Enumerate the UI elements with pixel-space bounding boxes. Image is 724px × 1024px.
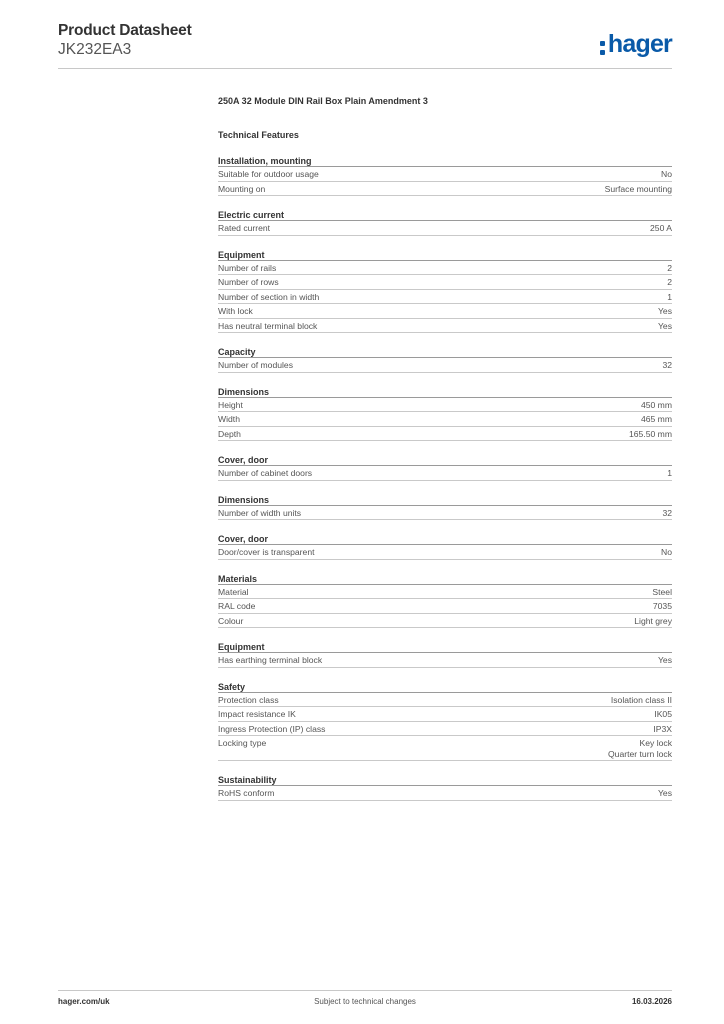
feature-row: [218, 707, 672, 722]
feature-row: [218, 167, 672, 182]
datasheet-content: [218, 96, 672, 801]
product-title: 250A 32 Module DIN Rail Box Plain Amendment 3: [218, 96, 428, 106]
section-title: Dimensions: [218, 386, 672, 398]
feature-value: IP3X: [653, 723, 672, 734]
feature-label: Number of rails: [218, 262, 277, 273]
document-title: Product Datasheet: [58, 22, 192, 39]
feature-value: 1: [667, 291, 672, 302]
feature-value: 1: [667, 468, 672, 478]
footer-disclaimer: Subject to technical changes: [314, 997, 416, 1006]
technical-features-heading: Technical Features: [218, 130, 299, 140]
feature-label: Door/cover is transparent: [218, 547, 315, 557]
feature-label: RAL code: [218, 601, 256, 611]
section-title: Sustainability: [218, 774, 672, 786]
feature-label: Locking type: [218, 738, 267, 748]
feature-value: 465 mm: [640, 414, 672, 424]
feature-section: [218, 386, 672, 442]
feature-label: Height: [218, 399, 243, 410]
page-header: [58, 22, 672, 70]
hager-logo: [600, 30, 672, 59]
footer-date: 16.03.2026: [631, 997, 672, 1006]
feature-label: Number of rows: [218, 277, 279, 287]
feature-row: [218, 722, 672, 737]
feature-section: [218, 209, 672, 236]
feature-row: [218, 412, 672, 427]
feature-section: [218, 454, 672, 481]
feature-section: [218, 681, 672, 762]
feature-label: Has neutral terminal block: [218, 320, 318, 331]
feature-value: No: [661, 547, 672, 557]
section-title: Installation, mounting: [218, 155, 672, 167]
feature-label: Number of width units: [218, 507, 302, 518]
feature-label: Impact resistance IK: [218, 709, 296, 719]
feature-value: 2: [667, 262, 672, 273]
footer-website[interactable]: hager.com/uk: [58, 997, 110, 1006]
section-title: Cover, door: [218, 533, 672, 545]
feature-value: 165.50 mm: [629, 428, 672, 439]
feature-value: 450 mm: [640, 399, 672, 410]
feature-value: Isolation class II: [610, 694, 672, 705]
feature-row: [218, 466, 672, 481]
feature-label: Protection class: [218, 694, 279, 705]
feature-row: [218, 786, 672, 801]
feature-section: [218, 573, 672, 629]
footer-divider: [58, 990, 672, 991]
feature-label: Suitable for outdoor usage: [218, 169, 319, 179]
section-title: Cover, door: [218, 454, 672, 466]
feature-section: [218, 494, 672, 521]
section-title: Electric current: [218, 209, 672, 221]
feature-row: [218, 599, 672, 614]
feature-row: [218, 614, 672, 629]
feature-value: Yes: [657, 655, 672, 665]
feature-section: [218, 641, 672, 668]
feature-section: [218, 533, 672, 560]
feature-row: [218, 275, 672, 290]
feature-row: [218, 506, 672, 521]
feature-row: [218, 290, 672, 305]
feature-label: Has earthing terminal block: [218, 655, 323, 665]
feature-value: 32: [662, 360, 672, 370]
feature-section: [218, 155, 672, 196]
feature-section: [218, 249, 672, 334]
feature-value: Key lock Quarter turn lock: [608, 738, 672, 759]
feature-label: Rated current: [218, 223, 271, 233]
feature-label: Number of cabinet doors: [218, 468, 313, 478]
section-title: Equipment: [218, 249, 672, 261]
feature-sections: [218, 155, 672, 801]
feature-row: [218, 319, 672, 334]
feature-row: [218, 545, 672, 560]
feature-label: Mounting on: [218, 183, 266, 194]
feature-value: Surface mounting: [604, 183, 672, 194]
feature-value: IK05: [654, 709, 672, 719]
feature-value: 250 A: [650, 223, 672, 233]
feature-label: Ingress Protection (IP) class: [218, 723, 326, 734]
product-code: JK232EA3: [58, 41, 132, 58]
feature-label: Colour: [218, 615, 244, 626]
feature-label: Number of section in width: [218, 291, 320, 302]
feature-row: [218, 427, 672, 442]
feature-label: Depth: [218, 428, 241, 439]
feature-label: Material: [218, 586, 249, 597]
section-title: Materials: [218, 573, 672, 585]
feature-value: 7035: [652, 601, 672, 611]
feature-row: [218, 304, 672, 319]
feature-value: Steel: [652, 586, 672, 597]
logo-dots-icon: [600, 44, 606, 58]
feature-label: With lock: [218, 306, 253, 316]
feature-section: [218, 774, 672, 801]
feature-label: RoHS conform: [218, 788, 275, 798]
section-title: Safety: [218, 681, 672, 693]
section-title: Capacity: [218, 346, 672, 358]
feature-row: [218, 221, 672, 236]
feature-label: Width: [218, 414, 240, 424]
feature-row: [218, 736, 672, 761]
feature-value: 2: [667, 277, 672, 287]
header-divider: [58, 68, 672, 69]
feature-row: [218, 261, 672, 276]
feature-value: 32: [662, 507, 672, 518]
feature-value: Yes: [657, 788, 672, 798]
feature-row: [218, 653, 672, 668]
logo-text: hager: [607, 30, 672, 58]
feature-value: Light grey: [634, 615, 672, 626]
section-title: Dimensions: [218, 494, 672, 506]
feature-section: [218, 346, 672, 373]
feature-label: Number of modules: [218, 360, 293, 370]
feature-value: Yes: [657, 306, 672, 316]
feature-row: [218, 398, 672, 413]
feature-row: [218, 182, 672, 197]
feature-row: [218, 358, 672, 373]
feature-value: No: [661, 169, 672, 179]
feature-row: [218, 585, 672, 600]
feature-value: Yes: [657, 320, 672, 331]
section-title: Equipment: [218, 641, 672, 653]
feature-row: [218, 693, 672, 708]
